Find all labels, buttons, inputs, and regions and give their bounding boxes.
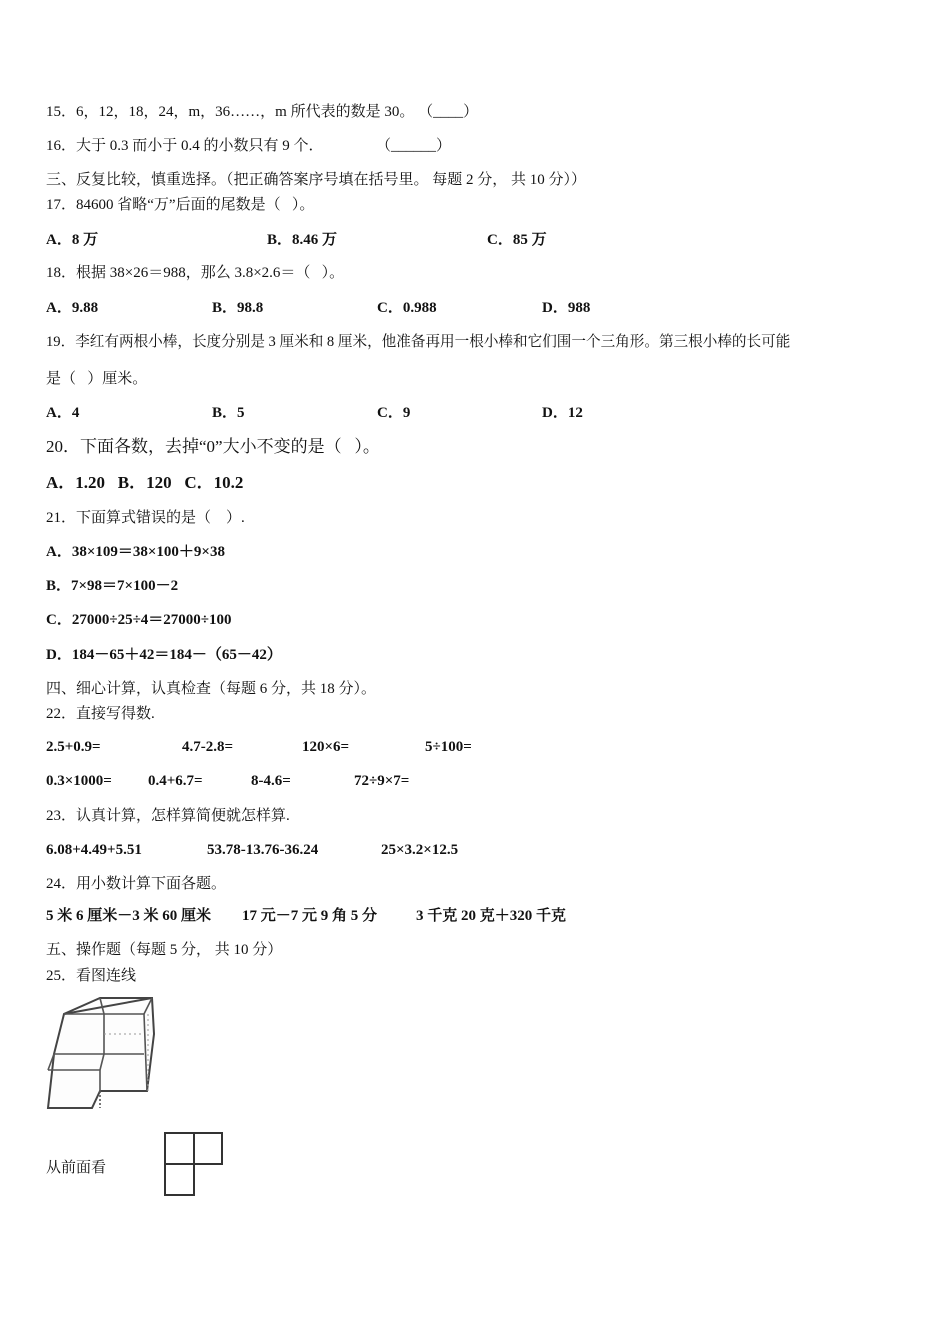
q17-option-b: B．8.46 万 — [267, 232, 338, 248]
question-19-line2: 是（ ）厘米。 — [46, 371, 148, 387]
q22-item-3: 120×6= — [302, 739, 350, 755]
question-22: 22．直接写得数. — [46, 706, 155, 722]
q18-option-c: C．0.988 — [377, 300, 437, 316]
q22-item-2: 4.7-2.8= — [182, 739, 234, 755]
q19-option-c: C．9 — [377, 405, 411, 421]
section-4-heading: 四、细心计算，认真检查（每题 6 分，共 18 分）。 — [46, 681, 377, 697]
q23-item-1: 6.08+4.49+5.51 — [46, 842, 142, 858]
q21-option-c: C．27000÷25÷4＝27000÷100 — [46, 612, 232, 628]
q21-option-a: A．38×109＝38×100＋9×38 — [46, 544, 225, 560]
q24-item-3: 3 千克 20 克＋320 千克 — [416, 908, 567, 924]
q22-item-7: 8-4.6= — [251, 773, 291, 789]
q17-option-a: A．8 万 — [46, 232, 99, 248]
section-3-heading: 三、反复比较，慎重选择。（把正确答案序号填在括号里。 每题 2 分， 共 10 分）） — [46, 172, 587, 188]
q23-item-3: 25×3.2×12.5 — [381, 842, 459, 858]
q21-option-b: B．7×98＝7×100－2 — [46, 578, 179, 594]
question-21: 21．下面算式错误的是（ ）. — [46, 510, 245, 526]
q18-option-b: B．98.8 — [212, 300, 264, 316]
q18-option-a: A．9.88 — [46, 300, 99, 316]
q18-option-d: D．988 — [542, 300, 591, 316]
q19-option-a: A．4 — [46, 405, 80, 421]
q24-item-2: 17 元－7 元 9 角 5 分 — [242, 908, 378, 924]
question-17: 17．84600 省略“万”后面的尾数是（ ）。 — [46, 197, 315, 213]
q19-option-b: B．5 — [212, 405, 245, 421]
q24-item-1: 5 米 6 厘米－3 米 60 厘米 — [46, 908, 212, 924]
q22-item-6: 0.4+6.7= — [148, 773, 203, 789]
q22-item-5: 0.3×1000= — [46, 773, 112, 789]
question-19-line1: 19．李红有两根小棒，长度分别是 3 厘米和 8 厘米，他准备再用一根小棒和它们围一个三角形。第三根小棒的长可能 — [46, 334, 791, 350]
question-15: 15．6，12，18，24，m，36……，m 所代表的数是 30。 （____） — [46, 104, 479, 120]
q22-item-8: 72÷9×7= — [354, 773, 410, 789]
cube-stack-figure — [44, 996, 160, 1116]
q21-option-d: D．184－65＋42＝184－（65－42） — [46, 647, 282, 663]
front-view-label: 从前面看 — [46, 1160, 107, 1176]
q20-options: A．1.20 B．120 C．10.2 — [46, 473, 244, 492]
question-18: 18．根据 38×26＝988，那么 3.8×2.6＝（ ）。 — [46, 265, 345, 281]
section-5-heading: 五、操作题（每题 5 分， 共 10 分） — [46, 942, 283, 958]
q19-option-d: D．12 — [542, 405, 583, 421]
q22-item-1: 2.5+0.9= — [46, 739, 101, 755]
front-view-grid-figure — [162, 1130, 226, 1198]
q23-item-2: 53.78-13.76-36.24 — [207, 842, 319, 858]
q17-option-c: C．85 万 — [487, 232, 547, 248]
question-20: 20．下面各数，去掉“0”大小不变的是（ ）。 — [46, 437, 380, 456]
question-16: 16．大于 0.3 而小于 0.4 的小数只有 9 个． （______） — [46, 138, 452, 154]
question-24: 24．用小数计算下面各题。 — [46, 876, 227, 892]
question-25: 25．看图连线 — [46, 968, 137, 984]
question-23: 23．认真计算，怎样算简便就怎样算. — [46, 808, 290, 824]
q22-item-4: 5÷100= — [425, 739, 472, 755]
